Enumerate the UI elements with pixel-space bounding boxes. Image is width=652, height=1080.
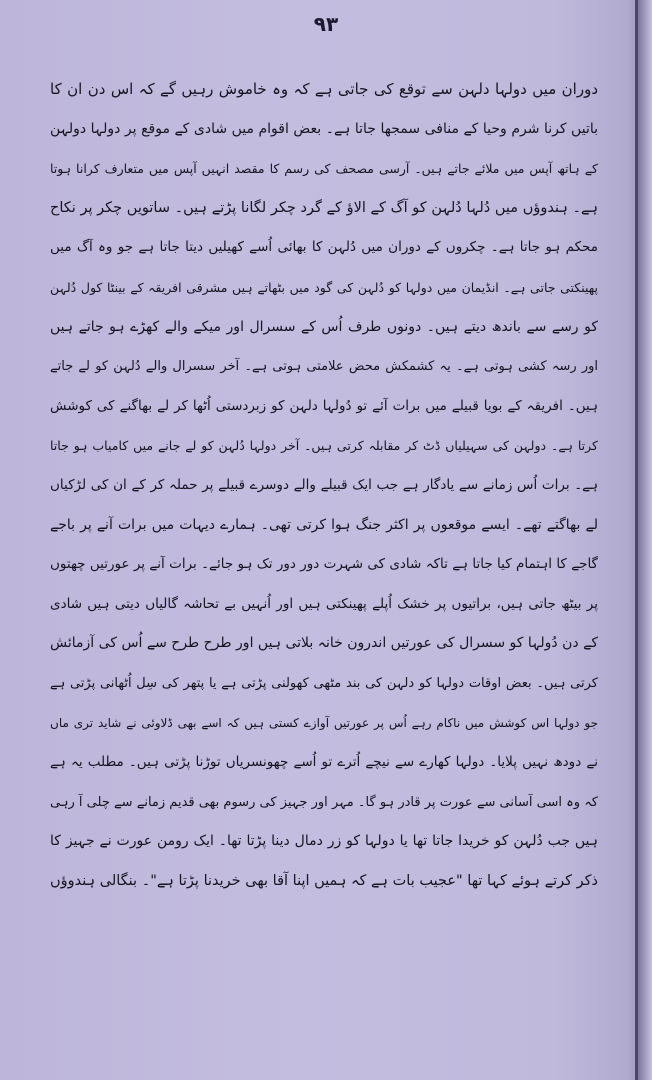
- text-line: محکم ہو جاتا ہے۔ چکروں کے دوران میں دُلہن کا بھائی اُسے کھیلیں دیتا جاتا ہے جو وہ آگ میں: [50, 239, 598, 256]
- text-line: کرتا ہے۔ دولہن کی سہیلیاں ڈٹ کر مقابلہ کرتی ہیں۔ آخر دولہا دُلہن کو لے جانے میں کامیاب ہو جاتا: [50, 438, 598, 454]
- text-line: کہ وہ اسی آسانی سے عورت پر قادر ہو گا۔ مہر اور جہیز کی رسوم بھی قدیم زمانے سے چلی آ رہی: [50, 794, 598, 810]
- text-line: کرتی ہیں۔ بعض اوقات دولہا کو دلہن کی بند مٹھی کھولنی پڑتی ہے یا پتھر کی سِل اُٹھانی پڑتی ہے: [50, 675, 598, 691]
- text-line: باتیں کرنا شرم وحیا کے منافی سمجھا جاتا ہے۔ بعض اقوام میں شادی کے موقع پر دولہا دولہن: [50, 120, 598, 137]
- text-line: ہے۔ برات اُس زمانے سے یادگار ہے جب ایک قبیلے والے دوسرے قبیلے پر حملہ کر کے ان کی لڑکیاں: [50, 476, 598, 493]
- text-line: دوران میں دولہا دلہن سے توقع کی جاتی ہے کہ وہ خاموش رہیں گے کہ اس دن ان کا: [50, 80, 598, 98]
- binding-edge: [635, 0, 638, 1080]
- text-line: جو دولہا اس کوشش میں ناکام رہے اُس پر عورتیں آوازے کستی ہیں کہ اسے بھی ڈلاوئی نے شاید تری ماں: [50, 715, 598, 730]
- binding-shadow: [638, 0, 652, 1080]
- text-body: [50, 70, 598, 901]
- text-line: ہیں جب دُلہن کو خریدا جاتا تھا یا دولہا کو زر دمال دینا پڑتا تھا۔ ایک رومن عورت نے جہیز کا: [50, 833, 598, 850]
- text-line: کے دن دُولہا کو سسرال کی عورتیں اندرون خانہ بلاتی ہیں اور طرح طرح سے اُس کی آزمائش: [50, 635, 598, 652]
- text-line: ذکر کرتے ہوئے کہا تھا "عجیب بات ہے کہ ہمیں اپنا آقا بھی خریدنا پڑتا ہے"۔ بنگالی ہندوؤں: [50, 872, 598, 889]
- text-line: گاجے کا اہتمام کیا جاتا ہے تاکہ شادی کی شہرت دور دور تک ہو جائے۔ برات آنے پر عورتیں چھتوں: [50, 556, 598, 573]
- text-line: کو رسے سے باندھ دیتے ہیں۔ دونوں طرف اُس کے سسرال اور میکے والے کھڑے ہو جاتے ہیں: [50, 318, 598, 335]
- text-line: کے ہاتھ آپس میں ملائے جاتے ہیں۔ آرسی مصحف کی رسم کا مقصد انہیں آپس میں متعارف کرانا ہوتا: [50, 161, 598, 177]
- text-line: نے دودھ نہیں پلایا۔ دولہا کھارے سے نیچے اُترے تو اُسے چھونسریاں توڑنا پڑتی ہیں۔ مطلب یہ ہے: [50, 754, 598, 771]
- text-line: لے بھاگتے تھے۔ ایسے موقعوں پر اکثر جنگ ہوا کرتی تھی۔ ہمارے دیہات میں برات آنے پر باجے: [50, 516, 598, 533]
- text-line: ہیں۔ افریقہ کے بویا قبیلے میں برات آئے تو دُولہا دلہن کو زبردستی اُٹھا کر لے بھاگنے کی کوشش: [50, 397, 598, 414]
- text-line: اور رسہ کشی ہوتی ہے۔ یہ کشمکش محض علامتی ہوتی ہے۔ آخر سسرال والے دُلہن کو لے جاتے: [50, 359, 598, 375]
- text-line: ہے۔ ہندوؤں میں دُلہا دُلہن کو آگ کے الاؤ کے گرد چکر لگانا پڑتے ہیں۔ ساتویں چکر پر نکاح: [50, 199, 598, 216]
- text-line: پر بیٹھ جاتی ہیں، براتیوں پر خشک اُپلے پھینکتی ہیں اور اُنہیں بے تحاشہ گالیاں دیتی ہیں شادی: [50, 595, 598, 612]
- page-number: ۹۳: [313, 12, 339, 36]
- text-line: پھینکتی جاتی ہے۔ انڈیمان میں دولہا کو دُلہن کی گود میں بٹھاتے ہیں مشرقی افریقہ کے بینٹا کول دُلہن: [50, 279, 598, 295]
